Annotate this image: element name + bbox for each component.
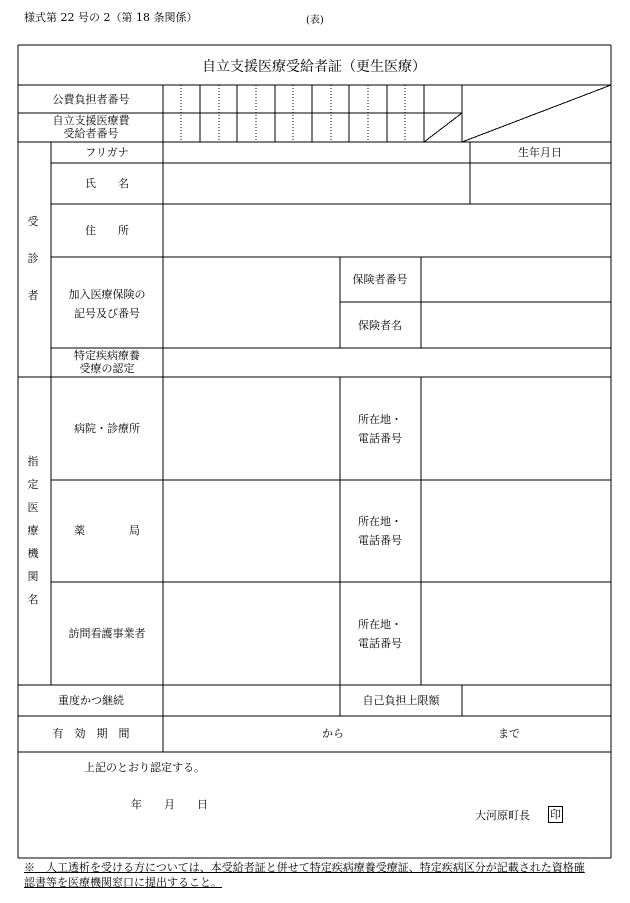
side-label-recipient-3: 者 <box>27 289 39 302</box>
official-seal-mark: 印 <box>550 808 561 821</box>
validity-label: 有 効 期 間 <box>52 727 130 740</box>
side-label-institution-2: 定 <box>27 478 39 491</box>
certificate-title: 自立支援医療受給者証（更生医療） <box>202 59 426 75</box>
specified-disease-label-2: 受療の認定 <box>79 362 135 375</box>
validity-from: から <box>322 727 344 740</box>
severe-continuous-label: 重度かつ継続 <box>58 694 124 707</box>
form-side-label: (表) <box>306 15 324 26</box>
footnote: ※ 人工透析を受ける方については、本受給者証と併せて特定疾病療養受療証、特定疾病区分が記載された資格確認書等を医療機関窓口に提出すること。 <box>24 861 585 889</box>
visiting-nurse-location-label-1: 所在地・ <box>358 618 402 631</box>
birth-date-label: 生年月日 <box>518 146 562 159</box>
visiting-nurse-location-label-2: 電話番号 <box>358 637 402 650</box>
side-label-institution-5: 機 <box>27 547 39 560</box>
insurance-label-1: 加入医療保険の <box>68 288 146 301</box>
name-label: 氏 名 <box>85 177 129 190</box>
payer-number-label: 公費負担者番号 <box>52 93 130 106</box>
copay-limit-label: 自己負担上限額 <box>362 694 440 707</box>
hospital-label: 病院・診療所 <box>74 422 140 435</box>
insurer-number-label: 保険者番号 <box>352 273 408 286</box>
side-label-institution-3: 医 <box>27 501 39 514</box>
furigana-label: フリガナ <box>85 146 129 159</box>
address-label: 住 所 <box>85 224 129 237</box>
pharmacy-location-label-2: 電話番号 <box>358 534 402 547</box>
side-label-recipient-2: 診 <box>27 252 39 265</box>
side-label-institution-1: 指 <box>27 455 39 468</box>
side-label-institution-4: 療 <box>27 524 39 537</box>
validity-until: まで <box>498 727 520 740</box>
form-number: 様式第 22 号の 2（第 18 条関係） <box>24 11 198 24</box>
hospital-location-label-1: 所在地・ <box>358 413 402 426</box>
insurer-name-label: 保険者名 <box>358 319 402 332</box>
side-label-recipient-1: 受 <box>27 215 39 228</box>
side-label-institution-7: 名 <box>27 593 39 606</box>
recipient-number-label-2: 受給者番号 <box>63 127 119 140</box>
insurance-label-2: 記号及び番号 <box>74 307 140 320</box>
certification-text: 上記のとおり認定する。 <box>84 761 205 774</box>
visiting-nurse-label: 訪問看護事業者 <box>68 627 146 640</box>
certification-date: 年 月 日 <box>131 798 208 811</box>
issuer-name: 大河原町長 <box>475 809 530 822</box>
side-label-institution-6: 関 <box>27 570 39 583</box>
hospital-location-label-2: 電話番号 <box>358 432 402 445</box>
specified-disease-label-1: 特定疾病療養 <box>74 349 140 362</box>
pharmacy-label: 薬 局 <box>74 524 140 537</box>
recipient-number-label-1: 自立支援医療費 <box>52 114 130 127</box>
pharmacy-location-label-1: 所在地・ <box>358 515 402 528</box>
